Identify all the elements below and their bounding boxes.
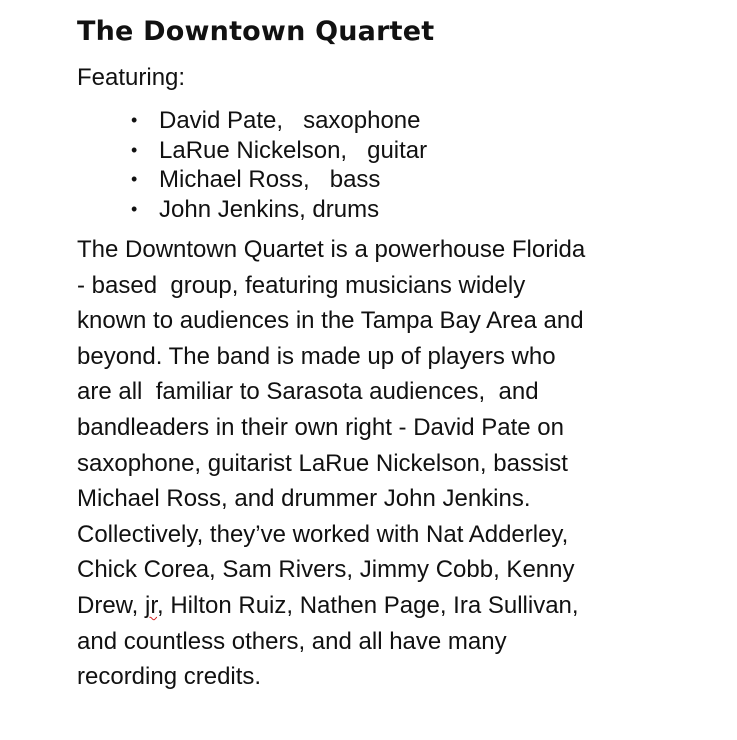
bullet-icon: • (131, 110, 138, 130)
bio-line: saxophone, guitarist LaRue Nickelson, bassist (77, 449, 568, 477)
bio-line: known to audiences in the Tampa Bay Area and (77, 307, 584, 335)
member-text: Michael Ross, bass (159, 166, 381, 193)
bio-line: are all familiar to Sarasota audiences, and (77, 378, 539, 406)
list-item (77, 136, 717, 166)
list-item (77, 106, 717, 136)
bio-text: Drew, (77, 591, 146, 619)
featuring-label: Featuring: (77, 64, 186, 91)
bio-line: The Downtown Quartet is a powerhouse Florida (77, 236, 586, 263)
list-item (77, 195, 717, 225)
bullet-icon: • (131, 169, 138, 189)
member-text: John Jenkins, drums (159, 195, 380, 223)
bio-line: beyond. The band is made up of players who (77, 342, 556, 370)
document-title: The Downtown Quartet (77, 16, 435, 47)
bullet-icon: • (131, 139, 138, 160)
bio-line: bandleaders in their own right - David Pate on (77, 413, 564, 441)
member-text: David Pate, saxophone (159, 107, 421, 134)
document-page (77, 12, 717, 695)
bio-line: Collectively, they’ve worked with Nat Adderley, (77, 520, 569, 548)
list-item (77, 165, 717, 195)
bio-line (77, 588, 717, 624)
member-list (77, 106, 717, 224)
bio-paragraph (77, 232, 717, 695)
bullet-icon: • (131, 198, 138, 219)
spellcheck-flagged-word: jr (145, 591, 158, 619)
bio-line: recording credits. (77, 663, 262, 691)
bio-line: Chick Corea, Sam Rivers, Jimmy Cobb, Kenny (77, 556, 575, 584)
bio-line: Michael Ross, and drummer John Jenkins. (77, 485, 531, 513)
bio-line: - based group, featuring musicians widely (77, 271, 526, 299)
member-text: LaRue Nickelson, guitar (159, 136, 428, 164)
bio-line: and countless others, and all have many (77, 627, 507, 655)
bio-text: , Hilton Ruiz, Nathen Page, Ira Sullivan, (157, 591, 579, 619)
